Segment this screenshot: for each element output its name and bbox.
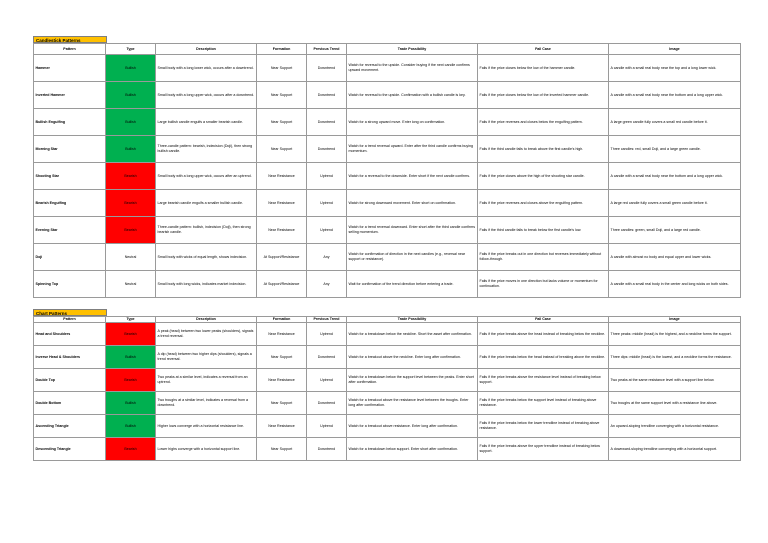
pattern-cell: Bullish Engulfing [34, 109, 106, 136]
previous-trend-cell: Downtrend [307, 392, 347, 415]
type-cell: Bullish [106, 109, 156, 136]
previous-trend-cell: Downtrend [307, 136, 347, 163]
pattern-cell: Double Top [34, 369, 106, 392]
image-cell: Three dips: middle (head) is the lowest, and a neckline forms the resistance. [609, 346, 741, 369]
trade-possibility-cell: Watch for a breakout above resistance. Enter long after confirmation. [347, 415, 478, 438]
type-cell: Bullish [106, 136, 156, 163]
table-row [34, 109, 741, 136]
previous-trend-cell: Downtrend [307, 109, 347, 136]
table-row [34, 271, 741, 298]
fail-case-cell: Fails if the price breaks above the head instead of breaking below the neckline. [478, 323, 609, 346]
type-cell: Bullish [106, 415, 156, 438]
pattern-cell: Double Bottom [34, 392, 106, 415]
candlestick-table [33, 43, 741, 298]
pattern-cell: Head and Shoulders [34, 323, 106, 346]
fail-case-cell: Fails if the price closes below the low of the inverted hammer candle. [478, 82, 609, 109]
previous-trend-cell: Uptrend [307, 369, 347, 392]
table-row [34, 55, 741, 82]
table-row [34, 217, 741, 244]
header-image: Image [609, 317, 741, 323]
table-row [34, 244, 741, 271]
pattern-cell: Evening Star [34, 217, 106, 244]
header-trade-possibility: Trade Possibility [347, 44, 478, 55]
previous-trend-cell: Downtrend [307, 82, 347, 109]
previous-trend-cell: Uptrend [307, 190, 347, 217]
description-cell: Small body with a long lower wick, occurs after a downtrend. [156, 55, 257, 82]
description-cell: Three-candle pattern: bearish, indecision (Doji), then strong bullish candle. [156, 136, 257, 163]
description-cell: Lower highs converge with a horizontal support line. [156, 438, 257, 461]
table-row [34, 136, 741, 163]
header-previous-trend: Previous Trend [307, 44, 347, 55]
image-cell: Three peaks: middle (head) is the highest, and a neckline forms the support. [609, 323, 741, 346]
header-image: Image [609, 44, 741, 55]
description-cell: Small body with a long upper wick, occurs after an uptrend. [156, 163, 257, 190]
description-cell: Three-candle pattern: bullish, indecision (Doji), then strong bearish candle. [156, 217, 257, 244]
header-fail-case: Fail Case [478, 44, 609, 55]
description-cell: Two troughs at a similar level, indicates a reversal from a downtrend. [156, 392, 257, 415]
header-type: Type [106, 317, 156, 323]
header-description: Description [156, 44, 257, 55]
trade-possibility-cell: Watch for reversal to the upside. Consider buying if the next candle confirms upward movement. [347, 55, 478, 82]
formation-cell: Near Resistance [257, 190, 307, 217]
trade-possibility-cell: Watch for reversal to the upside. Confirmation with a bullish candle is key. [347, 82, 478, 109]
trade-possibility-cell: Watch for a breakdown below the support level between the peaks. Enter short after confirmation. [347, 369, 478, 392]
formation-cell: Near Support [257, 392, 307, 415]
previous-trend-cell: Any [307, 244, 347, 271]
description-cell: Two peaks at a similar level, indicates a reversal from an uptrend. [156, 369, 257, 392]
trade-possibility-cell: Watch for a breakdown below the neckline. Short the asset after confirmation. [347, 323, 478, 346]
header-fail-case: Fail Case [478, 317, 609, 323]
type-cell: Neutral [106, 244, 156, 271]
previous-trend-cell: Uptrend [307, 163, 347, 190]
previous-trend-cell: Uptrend [307, 217, 347, 244]
type-cell: Bullish [106, 392, 156, 415]
type-cell: Bearish [106, 438, 156, 461]
fail-case-cell: Fails if the price moves in one direction but lacks volume or momentum for continuation. [478, 271, 609, 298]
description-cell: A peak (head) between two lower peaks (shoulders), signals a trend reversal. [156, 323, 257, 346]
type-cell: Bullish [106, 82, 156, 109]
previous-trend-cell: Any [307, 271, 347, 298]
table-row [34, 323, 741, 346]
formation-cell: Near Resistance [257, 415, 307, 438]
image-cell: A downward-sloping trendline converging with a horizontal support. [609, 438, 741, 461]
header-pattern: Pattern [34, 44, 106, 55]
header-formation: Formation [257, 44, 307, 55]
trade-possibility-cell: Watch for a breakdown below support. Enter short after confirmation. [347, 438, 478, 461]
formation-cell: At Support/Resistance [257, 271, 307, 298]
pattern-cell: Inverse Head & Shoulders [34, 346, 106, 369]
chart-patterns-table [33, 316, 741, 461]
fail-case-cell: Fails if the third candle fails to break above the first candle's high. [478, 136, 609, 163]
image-cell: Three candles: red, small Doji, and a large green candle. [609, 136, 741, 163]
pattern-cell: Hammer [34, 55, 106, 82]
description-cell: Small body with long wicks, indicates market indecision. [156, 271, 257, 298]
image-cell: Two troughs at the same support level with a resistance line above. [609, 392, 741, 415]
image-cell: A candle with a small real body near the top and a long lower wick. [609, 55, 741, 82]
formation-cell: Near Support [257, 438, 307, 461]
image-cell: An upward-sloping trendline converging with a horizontal resistance. [609, 415, 741, 438]
image-cell: A candle with a small real body near the bottom and a long upper wick. [609, 82, 741, 109]
pattern-cell: Doji [34, 244, 106, 271]
formation-cell: Near Support [257, 109, 307, 136]
fail-case-cell: Fails if the third candle fails to break below the first candle's low. [478, 217, 609, 244]
table-row [34, 392, 741, 415]
description-cell: A dip (head) between two higher dips (shoulders), signals a trend reversal. [156, 346, 257, 369]
trade-possibility-cell: Watch for a breakout above the resistance level between the troughs. Enter long after confirmation. [347, 392, 478, 415]
image-cell: Three candles: green, small Doji, and a large red candle. [609, 217, 741, 244]
type-cell: Bearish [106, 369, 156, 392]
image-cell: Two peaks at the same resistance level with a support line below. [609, 369, 741, 392]
pattern-cell: Descending Triangle [34, 438, 106, 461]
trade-possibility-cell: Watch for strong downward movement. Enter short on confirmation. [347, 190, 478, 217]
table-row [34, 415, 741, 438]
description-cell: Higher lows converge with a horizontal resistance line. [156, 415, 257, 438]
previous-trend-cell: Uptrend [307, 323, 347, 346]
formation-cell: Near Support [257, 55, 307, 82]
table-row [34, 346, 741, 369]
formation-cell: Near Resistance [257, 323, 307, 346]
header-trade-possibility: Trade Possibility [347, 317, 478, 323]
type-cell: Neutral [106, 271, 156, 298]
type-cell: Bullish [106, 346, 156, 369]
formation-cell: Near Resistance [257, 163, 307, 190]
header-previous-trend: Previous Trend [307, 317, 347, 323]
fail-case-cell: Fails if the price breaks below the head instead of breaking above the neckline. [478, 346, 609, 369]
type-cell: Bearish [106, 217, 156, 244]
pattern-cell: Inverted Hammer [34, 82, 106, 109]
fail-case-cell: Fails if the price breaks below the lower trendline instead of breaking above resistance. [478, 415, 609, 438]
pattern-cell: Morning Star [34, 136, 106, 163]
type-cell: Bearish [106, 323, 156, 346]
header-type: Type [106, 44, 156, 55]
image-cell: A large green candle fully covers a small red candle before it. [609, 109, 741, 136]
trade-possibility-cell: Wait for confirmation of the trend direction before entering a trade. [347, 271, 478, 298]
previous-trend-cell: Uptrend [307, 415, 347, 438]
chart-section-title: Chart Patterns [33, 309, 107, 316]
fail-case-cell: Fails if the price reverses and closes below the engulfing pattern. [478, 109, 609, 136]
type-cell: Bearish [106, 163, 156, 190]
previous-trend-cell: Downtrend [307, 55, 347, 82]
image-cell: A candle with almost no body and equal upper and lower wicks. [609, 244, 741, 271]
pattern-cell: Spinning Top [34, 271, 106, 298]
table-row [34, 82, 741, 109]
image-cell: A large red candle fully covers a small green candle before it. [609, 190, 741, 217]
candlestick-header-row [34, 44, 741, 55]
trade-possibility-cell: Watch for a trend reversal upward. Enter after the third candle confirms buying momentum. [347, 136, 478, 163]
trade-possibility-cell: Watch for a strong upward move. Enter long on confirmation. [347, 109, 478, 136]
formation-cell: Near Support [257, 82, 307, 109]
formation-cell: Near Resistance [257, 369, 307, 392]
candlestick-section-title: Candlestick Patterns [33, 36, 107, 43]
table-row [34, 190, 741, 217]
header-description: Description [156, 317, 257, 323]
formation-cell: Near Support [257, 346, 307, 369]
previous-trend-cell: Downtrend [307, 346, 347, 369]
type-cell: Bearish [106, 190, 156, 217]
fail-case-cell: Fails if the price closes above the high of the shooting star candle. [478, 163, 609, 190]
description-cell: Small body with wicks of equal length, shows indecision. [156, 244, 257, 271]
previous-trend-cell: Downtrend [307, 438, 347, 461]
image-cell: A candle with a small real body in the center and long wicks on both sides. [609, 271, 741, 298]
image-cell: A candle with a small real body near the bottom and a long upper wick. [609, 163, 741, 190]
formation-cell: Near Resistance [257, 217, 307, 244]
table-row [34, 438, 741, 461]
description-cell: Large bearish candle engulfs a smaller bullish candle. [156, 190, 257, 217]
trade-possibility-cell: Watch for a breakout above the neckline. Enter long after confirmation. [347, 346, 478, 369]
fail-case-cell: Fails if the price closes below the low of the hammer candle. [478, 55, 609, 82]
pattern-cell: Bearish Engulfing [34, 190, 106, 217]
fail-case-cell: Fails if the price breaks out in one direction but reverses immediately without follow-through. [478, 244, 609, 271]
trade-possibility-cell: Watch for confirmation of direction in the next candles (e.g., reversal near support or resistance). [347, 244, 478, 271]
type-cell: Bullish [106, 55, 156, 82]
header-pattern: Pattern [34, 317, 106, 323]
formation-cell: Near Support [257, 136, 307, 163]
trade-possibility-cell: Watch for a trend reversal downward. Enter short after the third candle confirms selling momentum. [347, 217, 478, 244]
header-formation: Formation [257, 317, 307, 323]
fail-case-cell: Fails if the price reverses and closes above the engulfing pattern. [478, 190, 609, 217]
trade-possibility-cell: Watch for a reversal to the downside. Enter short if the next candle confirms. [347, 163, 478, 190]
pattern-cell: Shooting Star [34, 163, 106, 190]
fail-case-cell: Fails if the price breaks above the upper trendline instead of breaking below support. [478, 438, 609, 461]
description-cell: Small body with a long upper wick, occurs after a downtrend. [156, 82, 257, 109]
pattern-cell: Ascending Triangle [34, 415, 106, 438]
description-cell: Large bullish candle engulfs a smaller bearish candle. [156, 109, 257, 136]
fail-case-cell: Fails if the price breaks below the support level instead of breaking above resistance. [478, 392, 609, 415]
fail-case-cell: Fails if the price breaks above the resistance level instead of breaking below support. [478, 369, 609, 392]
table-row [34, 163, 741, 190]
formation-cell: At Support/Resistance [257, 244, 307, 271]
table-row [34, 369, 741, 392]
